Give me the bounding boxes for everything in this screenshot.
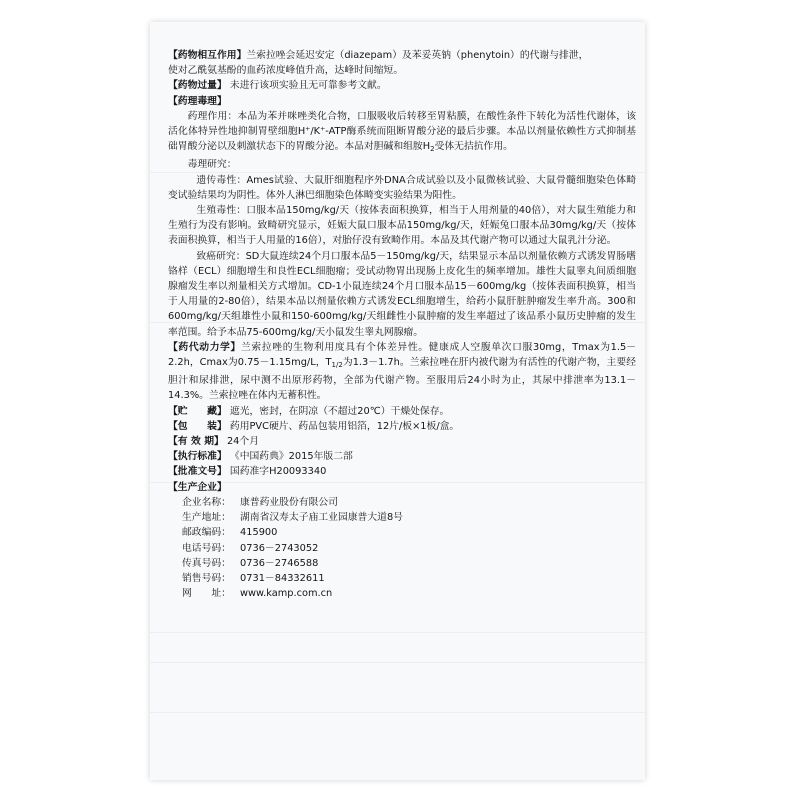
section-text: 兰索拉唑会延迟安定（diazepam）及苯妥英钠（phenytoin）的代谢与排泄， [246, 50, 589, 61]
section-heading: 【有 效 期】 [168, 436, 224, 448]
field-value: 0736－2743052 [240, 542, 319, 554]
section-text: 遮光，密封，在阴凉（不超过20℃）干燥处保存。 [229, 405, 450, 417]
section-approval-number [168, 464, 636, 479]
section-heading: 【贮 藏】 [168, 405, 227, 417]
section-text: 未进行该项实验且无可靠参考文献。 [229, 80, 387, 92]
field-value: 415900 [240, 527, 278, 539]
show-through-line [150, 712, 645, 713]
paragraph-text: 兰索拉唑的生物利用度具有个体差异性。健康成人空腹单次口服30mg，Tmax为1.5－2.2h，Cmax为0.75－1.15mg/L，T [168, 341, 637, 369]
field-value: 0736－2746588 [240, 557, 319, 569]
manufacturer-fax-row [168, 556, 636, 571]
field-label: 邮政编码： [182, 527, 231, 539]
section-package [168, 419, 636, 434]
genotoxicity-paragraph: 遗传毒性：Ames试验、大鼠肝细胞程序外DNA合成试验以及小鼠微核试验、大鼠骨髓细胞染色体畸变试验结果均为阴性。体外人淋巴细胞染色体畸变实验结果为阳性。 [168, 174, 636, 201]
paragraph-text: 受体无拮抗作用。 [434, 141, 513, 153]
section-heading: 【药物过量】 [168, 80, 227, 92]
carcinogenicity-paragraph: 致癌研究：SD大鼠连续24个月口服本品5－150mg/kg/天，结果显示本品以剂量依赖方式诱发胃肠嗜铬样（ECL）细胞增生和良性ECL细胞瘤；受试动物胃出现肠上皮化生的频率增加。雄性大鼠睾丸间质细胞腺瘤发生率以剂量相关方式增加。CD-1小鼠连续24个月口服本品15－600mg/kg（按体表面积换算，相当于人用量的2-80倍），结果本品以剂量依赖方式诱发ECL细胞增生，给药小鼠肝脏肿瘤发生率升高。300和600mg/kg/天组雄性小鼠和150-600mg/kg/天组雌性小鼠肿瘤的发生率超过了该品系小鼠历史肿瘤的发生率范围。给予本品75-600mg/kg/天小鼠发生睾丸网腺瘤。 [168, 250, 636, 338]
field-value: 0731－84332611 [240, 572, 325, 584]
manufacturer-postcode-row [168, 525, 636, 540]
section-heading: 【批准文号】 [168, 466, 227, 478]
subscript: 2 [430, 145, 435, 154]
subscript: 1/2 [331, 361, 343, 370]
show-through-line [150, 632, 645, 633]
pharmacology-paragraph [168, 109, 636, 158]
paragraph-text: 为1.3－1.7h。兰索拉唑在肝内被代谢为有活性的代谢产物，主要经胆汁和尿排泄，尿中测不出原形药物，全部为代谢产物。至服用后24小时为止，其尿中排泄率为13.1－14.3%。兰索拉唑在体内无蓄积性。 [168, 357, 636, 402]
section-validity [168, 434, 636, 449]
section-toxicology [168, 94, 636, 340]
leaflet-text [168, 48, 636, 601]
show-through-line [150, 662, 645, 663]
section-heading: 【药物相互作用】 [168, 50, 247, 61]
field-label: 电话号码： [182, 542, 231, 554]
field-value: www.kamp.com.cn [240, 588, 333, 600]
section-heading: 【药理毒理】 [168, 95, 227, 107]
field-label: 企业名称： [182, 496, 231, 508]
section-standard [168, 449, 636, 464]
field-label: 销售号码： [182, 572, 231, 584]
section-manufacturer [168, 480, 636, 602]
section-text: 24个月 [226, 436, 259, 448]
section-heading: 【包 装】 [168, 420, 227, 432]
section-heading: 【药代动力学】 [168, 341, 241, 353]
leaflet-sheet [150, 22, 645, 780]
section-heading: 【生产企业】 [168, 481, 227, 493]
section-text: 国药准字H20093340 [229, 466, 327, 478]
manufacturer-name-row [168, 495, 636, 510]
section-storage [168, 404, 636, 419]
field-label: 生产地址： [182, 512, 231, 524]
section-heading: 【执行标准】 [168, 451, 227, 463]
field-label: 传真号码： [182, 557, 231, 569]
field-value: 康普药业股份有限公司 [240, 496, 338, 508]
section-text: 药用PVC硬片、药品包装用铝箔，12片/板×1板/盒。 [229, 420, 460, 432]
manufacturer-phone-row [168, 541, 636, 556]
section-pharmacokinetics [168, 340, 636, 404]
reproductive-toxicity-paragraph: 生殖毒性：口服本品150mg/kg/天（按体表面积换算，相当于人用剂量的40倍），对大鼠生殖能力和生殖行为没有影响。致畸研究显示，妊娠大鼠口服本品150mg/kg/天，妊娠兔口服本品30mg/kg/天（按体表面积换算，相当于人用量的16倍），对胎仔没有致畸作用。本品及其代谢产物可以通过大鼠乳汁分泌。 [168, 205, 636, 247]
field-label: 网 址： [182, 588, 231, 600]
manufacturer-address-row [168, 510, 636, 525]
section-overdose [168, 78, 636, 93]
manufacturer-sales-row [168, 571, 636, 586]
section-drug-interaction [168, 48, 636, 78]
toxicology-subtitle: 毒理研究： [187, 159, 237, 171]
paragraph-text: 药理作用：本品为苯并咪唑类化合物，口服吸收后转移至胃粘膜，在酸性条件下转化为活性代谢体，该活化体特异性地抑制胃壁细胞H⁺/K⁺-ATP酶系统而阻断胃酸分泌的最后步骤。本品以剂量依赖性方式抑制基础胃酸分泌以及刺激状态下的胃酸分泌。本品对胆碱和组胺H [168, 110, 636, 153]
section-text: 使对乙酰氨基酚的血药浓度峰值升高，达峰时间缩短。 [168, 65, 404, 77]
manufacturer-website-row [168, 586, 636, 601]
field-value: 湖南省汉寿太子庙工业园康普大道8号 [240, 512, 403, 524]
section-text: 《中国药典》2015年版二部 [229, 451, 353, 463]
